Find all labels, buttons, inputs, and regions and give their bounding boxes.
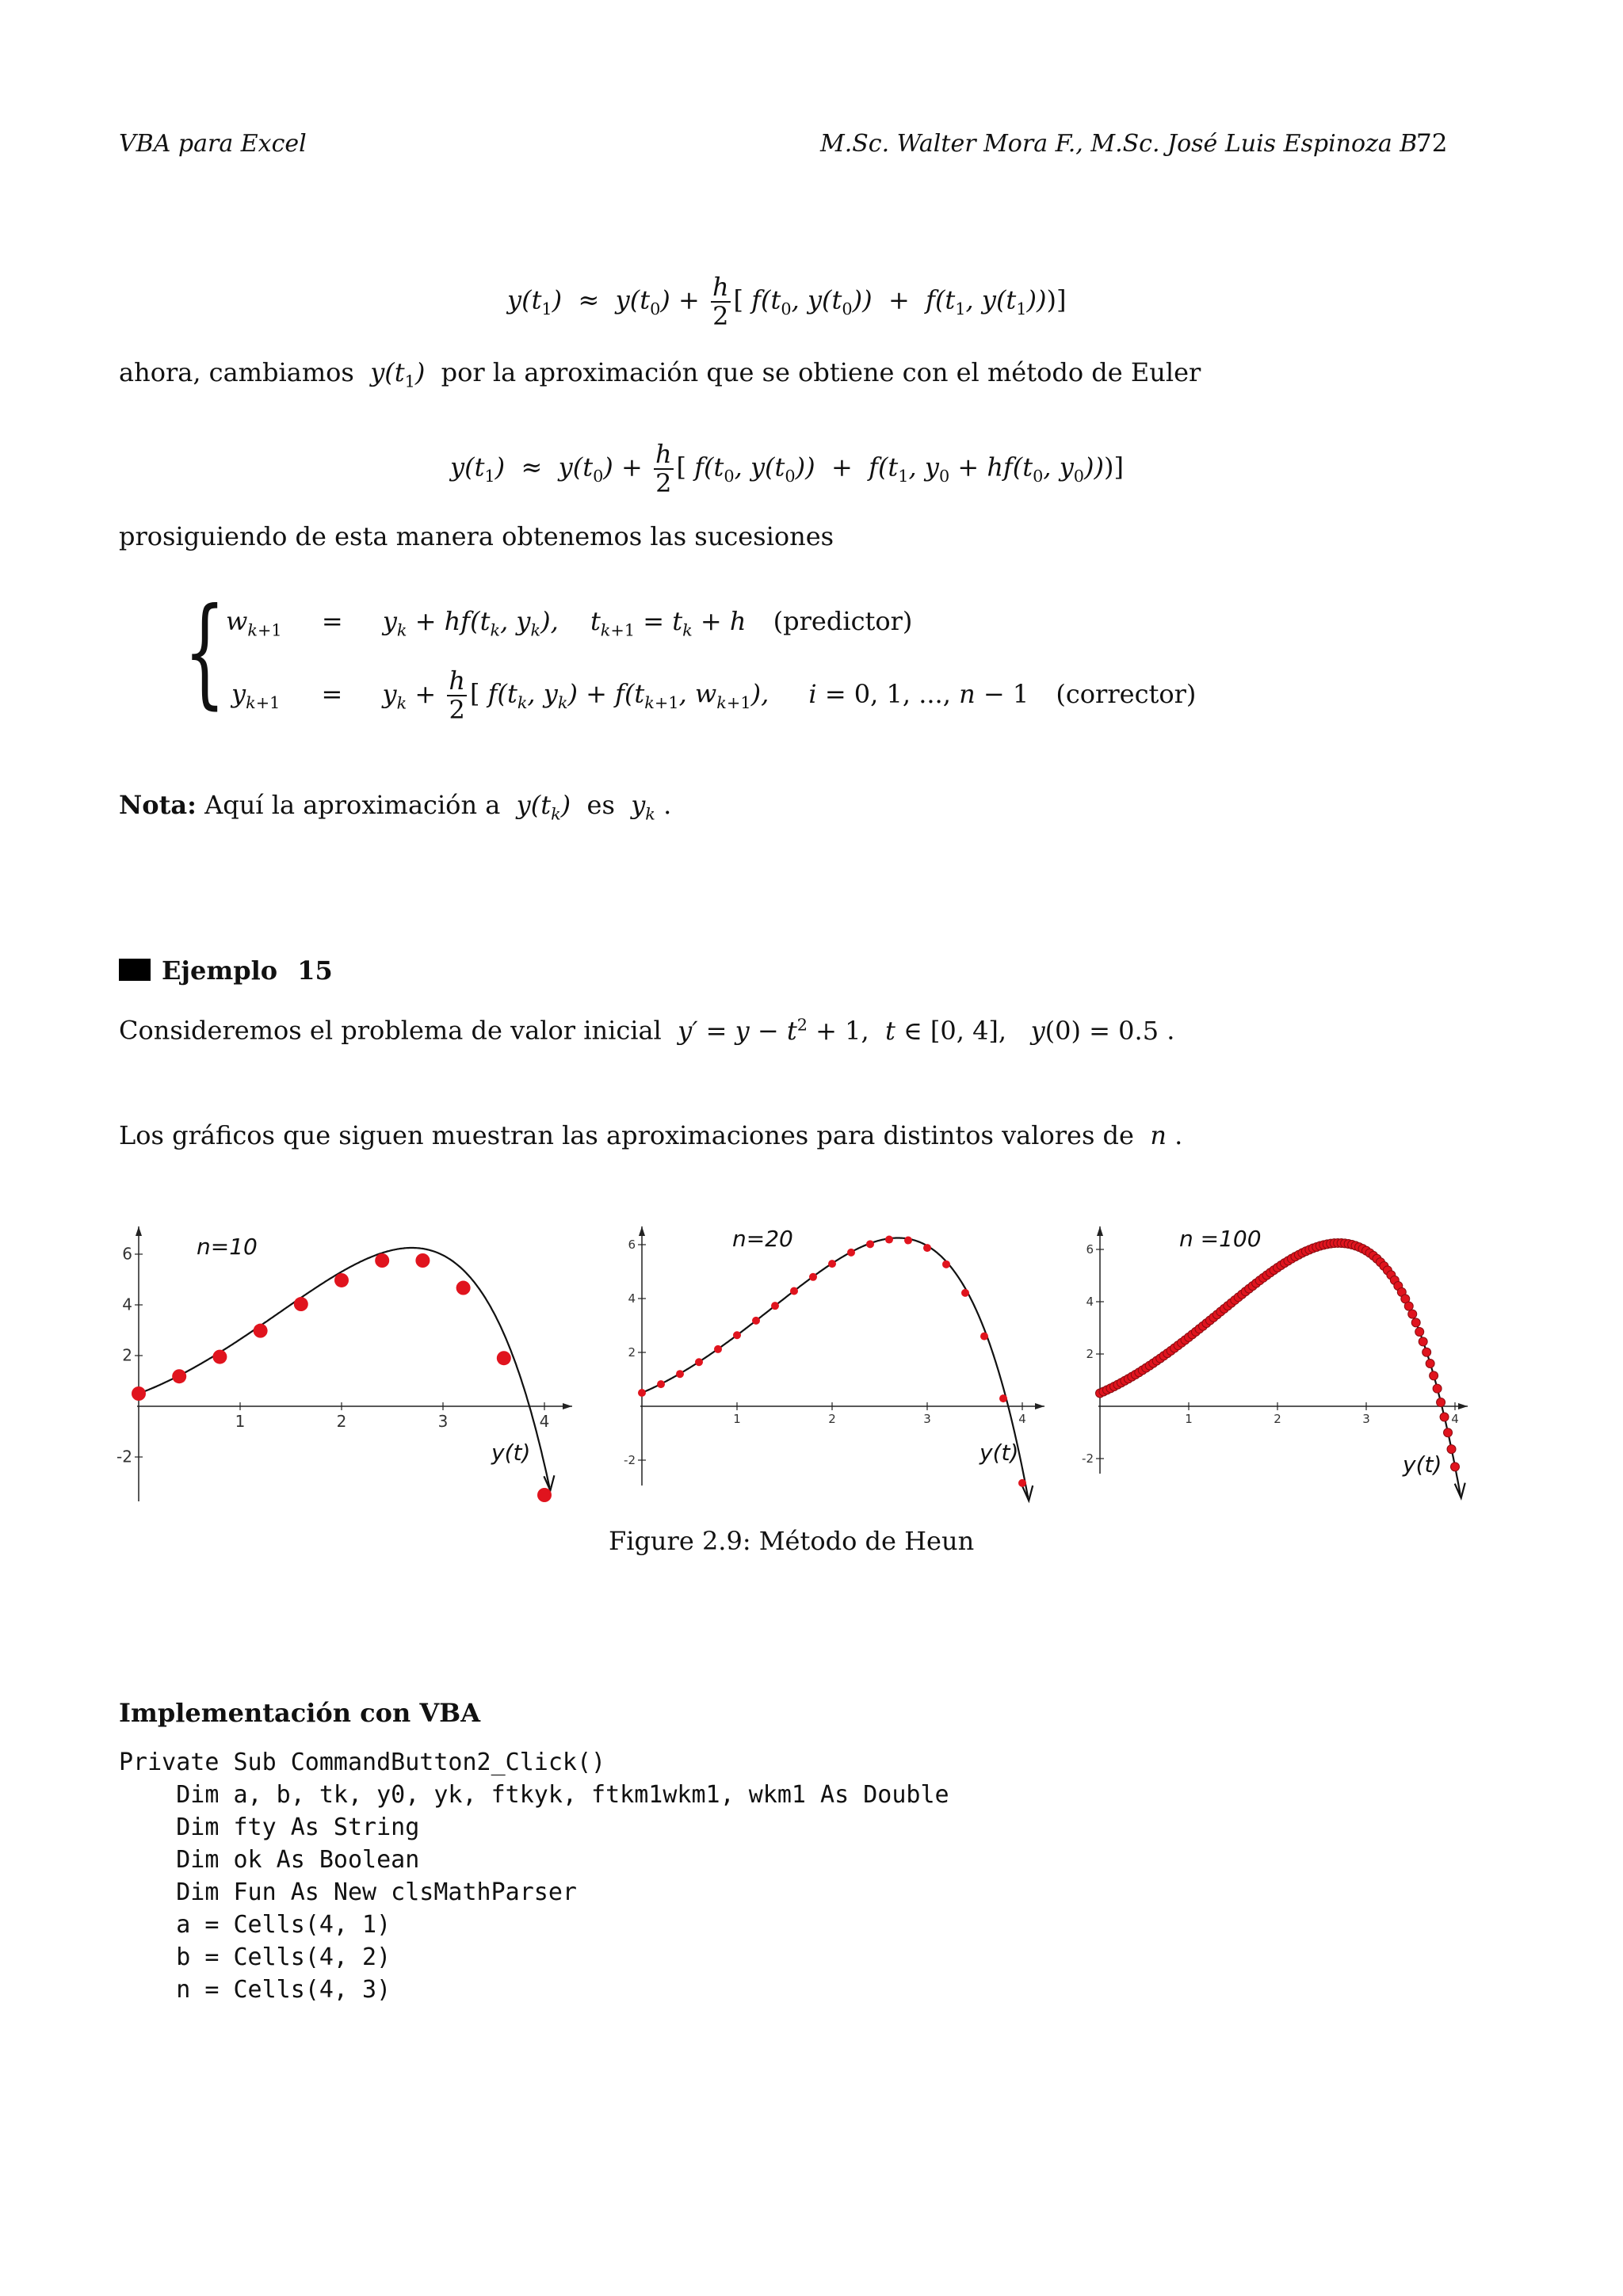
y-axis-arrow [136, 1226, 142, 1236]
y-tick-label: 2 [1086, 1347, 1094, 1361]
code-block [119, 1746, 949, 2006]
equation-heun-1: $y(t_1) \approx y(t_0)$ + $\frac{h}{2}$ [ $f(t_0$, $y(t_0)) + f(t_1$, $y(t_1)$))] [507, 272, 1067, 332]
chart-label: n =100 [1179, 1226, 1262, 1252]
chart-label: n=20 [732, 1226, 793, 1252]
data-point [254, 1324, 268, 1338]
data-point [733, 1331, 741, 1339]
data-point [334, 1273, 349, 1287]
data-point [537, 1488, 552, 1502]
charts-intro: Los gráficos que siguen muestran las aproximaciones para distintos valores de n . [119, 1120, 1183, 1150]
data-point [980, 1333, 988, 1341]
x-tick-label: 2 [828, 1412, 836, 1426]
code-line: Dim Fun As New clsMathParser [119, 1878, 577, 1906]
data-point [999, 1394, 1007, 1402]
x-tick-label: 3 [1362, 1412, 1370, 1426]
y-tick-label: 6 [1086, 1242, 1094, 1257]
data-point [1433, 1384, 1442, 1393]
data-point [497, 1351, 511, 1365]
y-tick-label: 6 [122, 1244, 132, 1264]
y-tick-label: -2 [624, 1453, 636, 1467]
curve-label: y(t) [491, 1440, 531, 1466]
note-text-a: Aquí la aproximación a [204, 790, 501, 820]
data-point [809, 1273, 817, 1281]
data-point [1444, 1428, 1453, 1437]
data-point [961, 1289, 969, 1297]
note: Nota: Aquí la aproximación a $y(t_k)$ es $y_k$ . [119, 790, 672, 824]
data-point [942, 1261, 950, 1268]
corrector-label: (corrector) [1056, 678, 1197, 709]
implementation-heading: Implementación con VBA [119, 1698, 481, 1728]
exact-solution-curve [642, 1238, 1028, 1498]
paragraph-1-text-b: por la aproximación que se obtiene con el método de Euler [441, 357, 1201, 387]
paragraph-1: ahora, cambiamos $y(t_1)$ por la aproximación que se obtiene con el método de Euler [119, 357, 1201, 391]
data-point [771, 1302, 779, 1310]
data-point [866, 1240, 874, 1248]
data-point [132, 1386, 146, 1401]
data-point [828, 1260, 836, 1268]
data-point [752, 1317, 760, 1325]
y-tick-label: 2 [628, 1345, 636, 1360]
data-point [1423, 1348, 1431, 1356]
y-axis-arrow [1097, 1226, 1103, 1236]
y-tick-label: -2 [116, 1447, 132, 1466]
data-point [1437, 1398, 1445, 1407]
y-tick-label: -2 [1082, 1451, 1094, 1466]
data-point [885, 1236, 893, 1244]
data-point [904, 1237, 912, 1245]
data-point [923, 1244, 931, 1252]
data-point [638, 1389, 646, 1397]
y-tick-label: 4 [122, 1295, 132, 1314]
data-point [1447, 1445, 1456, 1454]
code-line: Dim ok As Boolean [119, 1846, 420, 1874]
charts-intro-text: Los gráficos que siguen muestran las aproximaciones para distintos valores de [119, 1120, 1134, 1150]
left-brace: { [184, 583, 226, 721]
note-label: Nota: [119, 790, 197, 820]
code-line: Private Sub CommandButton2_Click() [119, 1749, 606, 1776]
code-line: n = Cells(4, 3) [119, 1976, 391, 2004]
example-text: Consideremos el problema de valor inicial [119, 1015, 662, 1046]
note-text-b: es [586, 790, 615, 820]
y-tick-label: 4 [1086, 1295, 1094, 1309]
paragraph-2: prosiguiendo de esta manera obtenemos las sucesiones [119, 521, 834, 551]
data-point [1451, 1463, 1460, 1471]
curve-label: y(t) [980, 1440, 1019, 1466]
data-point [1408, 1310, 1417, 1318]
x-tick-label: 4 [1018, 1412, 1026, 1426]
x-tick-label: 1 [733, 1412, 741, 1426]
predictor-label: (predictor) [773, 606, 913, 636]
y-tick-label: 2 [122, 1345, 132, 1365]
data-point [676, 1370, 684, 1378]
running-header-right: M.Sc. Walter Mora F., M.Sc. José Luis Espinoza B. [820, 130, 1425, 158]
data-point [1411, 1318, 1420, 1327]
x-axis-arrow [1035, 1403, 1044, 1409]
data-point [375, 1253, 389, 1268]
code-line: Dim fty As String [119, 1814, 420, 1841]
chart-n100 [1082, 1226, 1468, 1498]
y-tick-label: 4 [628, 1291, 636, 1306]
x-tick-label: 2 [1274, 1412, 1281, 1426]
y-tick-label: 6 [628, 1238, 636, 1252]
data-point [1404, 1302, 1413, 1310]
data-point [456, 1281, 471, 1295]
corrector-equation: $y_{k+1} = y_k$ + $\frac{h}{2}$ [ $f(t_k$, $y_k) + f(t_{k+1}$, $w_{k+1}$), i = 0, 1, ..., n − 1 (corrector) [231, 666, 1197, 726]
data-point [657, 1380, 665, 1388]
data-point [1430, 1371, 1438, 1380]
chart-n10 [116, 1226, 572, 1502]
curve-label: y(t) [1403, 1451, 1442, 1478]
page-number: 72 [1416, 129, 1448, 158]
x-tick-label: 4 [1451, 1412, 1459, 1426]
example-statement: Consideremos el problema de valor inicial $y' = y - t^2 + 1$, t ∈ [0, 4], y(0) = 0.5 . [119, 1015, 1175, 1046]
code-line: b = Cells(4, 2) [119, 1943, 391, 1971]
figure-caption: Figure 2.9: Método de Heun [609, 1526, 975, 1556]
code-line: Dim a, b, tk, y0, yk, ftkyk, ftkm1wkm1, wkm1 As Double [119, 1781, 949, 1809]
x-tick-label: 3 [923, 1412, 931, 1426]
x-tick-label: 2 [336, 1412, 347, 1431]
data-point [415, 1253, 430, 1268]
chart-n20 [624, 1226, 1044, 1501]
example-number: 15 [297, 955, 333, 986]
data-point [1419, 1337, 1427, 1346]
x-tick-label: 1 [1185, 1412, 1193, 1426]
chart-label: n=10 [197, 1234, 258, 1260]
y-axis-arrow [639, 1226, 645, 1236]
equation-heun-2: $y(t_1) \approx y(t_0)$ + $\frac{h}{2}$ [ $f(t_0$, $y(t_0)) + f(t_1$, $y_0 + hf(t_0$, $y_0$)))] [450, 439, 1124, 499]
data-point [714, 1345, 722, 1353]
data-point [847, 1249, 855, 1257]
x-tick-label: 3 [437, 1412, 449, 1431]
data-point [695, 1358, 703, 1366]
paragraph-1-text-a: ahora, cambiamos [119, 357, 354, 387]
running-header-left: VBA para Excel [119, 130, 307, 158]
predictor-equation: $w_{k+1} = y_k + hf(t_k$, $y_k$), $t_{k+1} = t_k + h$ (predictor) [226, 606, 913, 640]
data-point [1440, 1413, 1449, 1421]
data-point [1426, 1360, 1434, 1368]
x-tick-label: 4 [539, 1412, 550, 1431]
x-axis-arrow [1458, 1403, 1468, 1409]
data-point [172, 1369, 186, 1383]
x-axis-arrow [563, 1403, 572, 1409]
data-point [212, 1350, 227, 1364]
example-title: Ejemplo [162, 955, 278, 986]
data-point [1018, 1479, 1026, 1487]
data-point [294, 1297, 308, 1311]
x-tick-label: 1 [235, 1412, 246, 1431]
data-point [790, 1287, 798, 1295]
code-line: a = Cells(4, 1) [119, 1911, 391, 1939]
data-point [1415, 1327, 1424, 1336]
